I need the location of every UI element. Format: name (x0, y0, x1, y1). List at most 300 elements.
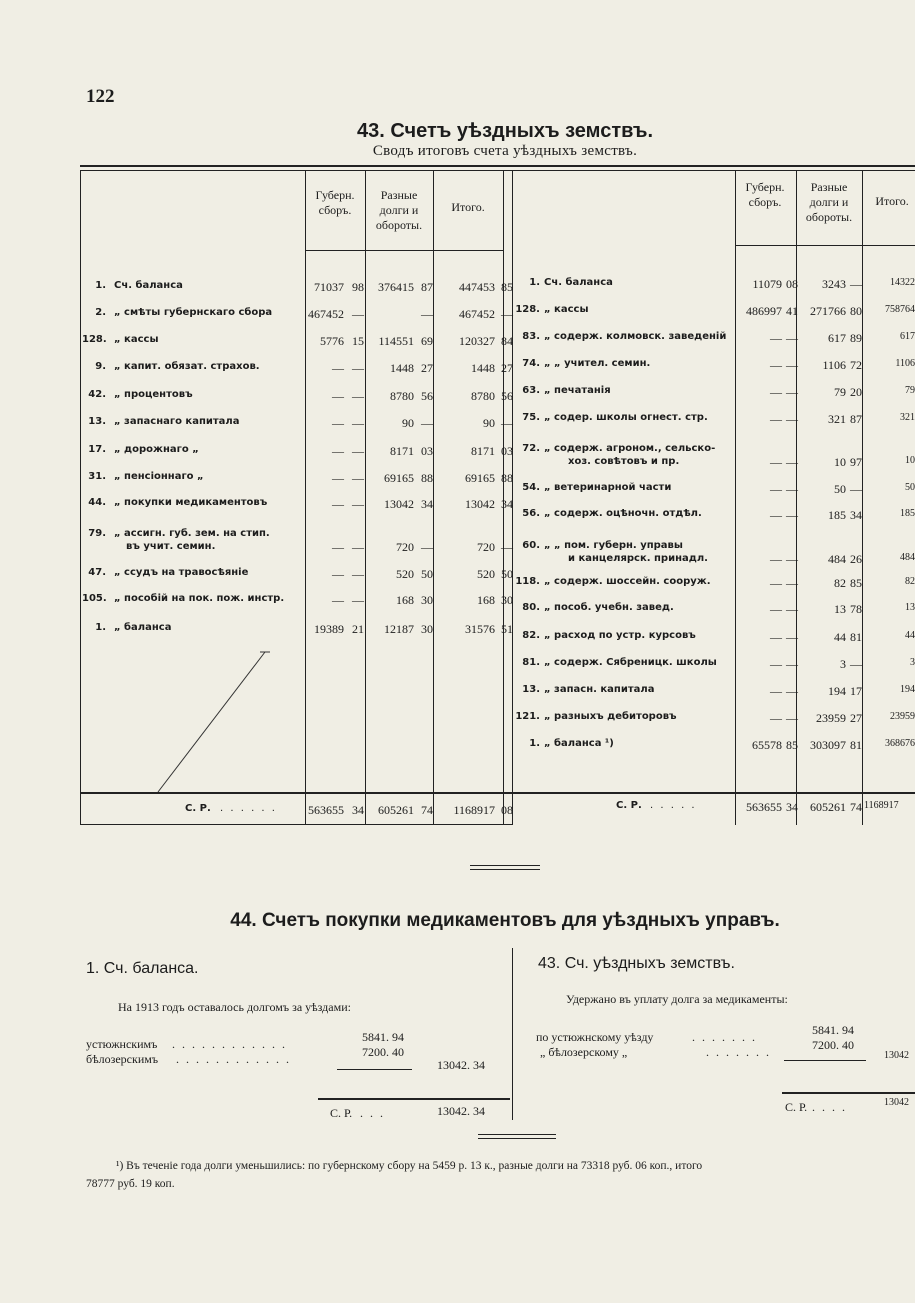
right-row-gk: — (786, 358, 798, 372)
left-table-row (80, 622, 515, 648)
right-total-g: 563655 (746, 800, 782, 814)
left-total-rule (318, 1098, 510, 1100)
right-row-label: „ ветеринарной части (544, 482, 672, 493)
left-row-t: 13042 (465, 497, 495, 511)
right-row-g: — (770, 455, 782, 469)
left-row-t: 90 (483, 416, 495, 430)
left-subtotal-rule (337, 1069, 412, 1070)
left-row-tk: — (501, 416, 513, 430)
right-line1-value: 5841. 94 (812, 1023, 854, 1037)
right-row-rk: — (850, 482, 862, 496)
right-table-row (512, 443, 915, 469)
left-row-gk: 98 (352, 280, 364, 294)
left-table-row (80, 471, 515, 497)
right-row-g: — (770, 358, 782, 372)
left-row-gk: — (352, 444, 364, 458)
right-row-r: 10 (834, 455, 846, 469)
left-44-total-label: С. Р. (330, 1106, 353, 1120)
left-table-row (80, 593, 515, 619)
right-row-t: 194 (900, 684, 915, 695)
right-row-t: 321 (900, 412, 915, 423)
right-total-r: 605261 (810, 800, 846, 814)
left-row-tk: 84 (501, 334, 513, 348)
left-row-gk: — (352, 307, 364, 321)
left-row-g: 71037 (314, 280, 344, 294)
right-row-no: 1. (529, 277, 540, 288)
left-row-g: — (332, 389, 344, 403)
left-row-label: „ дорожнаго „ (114, 444, 199, 455)
right-row-g: — (770, 684, 782, 698)
left-row-g: 467452 (308, 307, 344, 321)
right-line1-label: по устюжнскому уѣзду (536, 1030, 654, 1044)
right-row-label: „ содерж. оцѣночн. отдѣл. (544, 508, 702, 519)
right-table-row (512, 508, 915, 534)
right-row-r: 3 (840, 657, 846, 671)
right-row-t: 758764 (885, 304, 915, 315)
right-row-g: — (770, 385, 782, 399)
section-44-right-intro: Удержано въ уплату долга за медикаменты: (566, 992, 788, 1006)
right-row-label: „ запасн. капитала (544, 684, 655, 695)
left-row-r: 1448 (390, 361, 414, 375)
right-row-rk: 81 (850, 738, 862, 752)
right-row-gk: — (786, 576, 798, 590)
left-row-t: 8171 (471, 444, 495, 458)
footnote-line-1: ¹) Въ теченіе года долги уменьшились: по губернскому сбору на 5459 р. 13 к., разные долги на 73318 руб. 06 коп., итого (116, 1160, 703, 1172)
left-row-t: 520 (477, 567, 495, 581)
right-row-t: 484 (900, 552, 915, 563)
left-row-no: 31. (88, 471, 106, 482)
page-number: 122 (86, 86, 115, 107)
right-row-no: 75. (522, 412, 540, 423)
right-row-gk: — (786, 331, 798, 345)
left-row-rk: — (421, 416, 433, 430)
right-row-label: „ содерж. Сябреницк. школы (544, 657, 717, 668)
right-row-t: 617 (900, 331, 915, 342)
right-row-rk: 17 (850, 684, 862, 698)
table-top-rule (80, 165, 915, 167)
right-row-g: — (770, 331, 782, 345)
right-row-gk: — (786, 684, 798, 698)
left-row-t: 69165 (465, 471, 495, 485)
right-row-label: „ разныхъ дебиторовъ (544, 711, 677, 722)
left-row-no: 105. (82, 593, 107, 604)
right-row-label: „ „ учител. семин. (544, 358, 651, 369)
right-row-no: 74. (522, 358, 540, 369)
left-row-tk: 51 (501, 622, 513, 636)
left-line2-value: 7200. 40 (362, 1045, 404, 1059)
left-row-rk: 88 (421, 471, 433, 485)
right-row-g: — (770, 412, 782, 426)
right-subtotal-rule (784, 1060, 866, 1061)
left-row-gk: — (352, 361, 364, 375)
right-row-t: 23959 (890, 711, 915, 722)
left-row-g: — (332, 540, 344, 554)
right-row-t: 368676 (885, 738, 915, 749)
left-row-r: 168 (396, 593, 414, 607)
section-44-title: 44. Счетъ покупки медикаментовъ для уѣздныхъ управъ. (230, 910, 780, 931)
left-row-t: 1448 (471, 361, 495, 375)
right-row-t: 44 (905, 630, 915, 641)
right-row-no: 63. (522, 385, 540, 396)
right-row-label: Сч. баланса (544, 277, 613, 288)
right-row-r: 79 (834, 385, 846, 399)
left-line1-value: 5841. 94 (362, 1030, 404, 1044)
left-row-gk: — (352, 497, 364, 511)
left-table-row (80, 361, 515, 387)
separator-1b (470, 869, 540, 870)
left-table-row (80, 497, 515, 523)
right-row-no: 83. (522, 331, 540, 342)
left-row-label2: въ учит. семин. (126, 541, 216, 552)
right-header-rule (735, 245, 915, 246)
right-row-label: „ содерж. агроном., сельско- (544, 443, 716, 454)
right-row-no: 82. (522, 630, 540, 641)
right-row-rk: 26 (850, 552, 862, 566)
right-row-gk: 08 (786, 277, 798, 291)
left-row-no: 128. (82, 334, 107, 345)
right-table-row (512, 331, 915, 357)
footnote-line-2: 78777 руб. 19 коп. (86, 1178, 175, 1190)
left-row-t: 168 (477, 593, 495, 607)
right-row-g: — (770, 552, 782, 566)
left-table-row (80, 280, 515, 306)
right-row-g: 486997 (746, 304, 782, 318)
left-row-tk: 85 (501, 280, 513, 294)
left-table-row (80, 307, 515, 333)
right-row-rk: 85 (850, 576, 862, 590)
right-row-rk: 97 (850, 455, 862, 469)
section-43-subtitle: Сводъ итоговъ счета уѣздныхъ земствъ. (372, 143, 638, 159)
left-row-rk: 34 (421, 497, 433, 511)
left-row-r: 8171 (390, 444, 414, 458)
left-row-t: 8780 (471, 389, 495, 403)
right-row-no: 56. (522, 508, 540, 519)
right-row-r: 82 (834, 576, 846, 590)
left-row-label: „ кассы (114, 334, 159, 345)
right-table-row (512, 482, 915, 508)
left-table-row (80, 567, 515, 593)
left-total-label: С. Р. (185, 803, 211, 814)
left-row-gk: — (352, 389, 364, 403)
left-total-t: 1168917 (453, 803, 495, 817)
right-row-t: 10 (905, 455, 915, 466)
left-row-g: — (332, 497, 344, 511)
right-row-gk: — (786, 385, 798, 399)
right-row-t: 82 (905, 576, 915, 587)
left-row-tk: — (501, 307, 513, 321)
right-row-r: 23959 (816, 711, 846, 725)
left-row-gk: 21 (352, 622, 364, 636)
left-subtotal: 13042. 34 (437, 1058, 485, 1072)
left-row-g: — (332, 416, 344, 430)
left-table-row (80, 528, 515, 554)
left-row-no: 79. (88, 528, 106, 539)
right-row-label: „ содер. школы огнест. стр. (544, 412, 708, 423)
left-row-no: 9. (95, 361, 106, 372)
right-row-label: „ „ пом. губерн. управы (544, 540, 683, 551)
right-table-row (512, 540, 915, 566)
left-row-rk: 27 (421, 361, 433, 375)
left-row-rk: 56 (421, 389, 433, 403)
right-line2-value: 7200. 40 (812, 1038, 854, 1052)
left-total-gk: 34 (352, 803, 364, 817)
left-row-t: 720 (477, 540, 495, 554)
right-row-no: 1. (529, 738, 540, 749)
separator-2b (478, 1138, 556, 1139)
right-total-row: С. Р. . . . . . 563655 34 605261 74 1168917 (512, 800, 915, 826)
header-itogo-right: Итого. (875, 194, 909, 208)
right-row-label: „ содерж. колмовск. заведеній (544, 331, 727, 342)
right-row-gk: — (786, 602, 798, 616)
left-header-rule (305, 250, 503, 251)
right-row-no: 118. (515, 576, 540, 587)
left-row-no: 42. (88, 389, 106, 400)
right-row-no: 80. (522, 602, 540, 613)
left-row-g: — (332, 593, 344, 607)
right-table-row (512, 684, 915, 710)
right-row-r: 617 (828, 331, 846, 345)
left-row-no: 1. (95, 280, 106, 291)
right-table-row (512, 277, 915, 303)
right-row-gk: — (786, 711, 798, 725)
right-row-label: „ содерж. шоссейн. сооруж. (544, 576, 711, 587)
separator-1a (470, 865, 540, 866)
right-row-gk: 85 (786, 738, 798, 752)
left-total-row: С. Р. . . . . . . 563655 34 605261 74 1168917 08 (185, 803, 513, 817)
cancel-diagonal-line (120, 648, 270, 798)
right-row-rk: — (850, 657, 862, 671)
left-row-rk: 87 (421, 280, 433, 294)
right-row-rk: 27 (850, 711, 862, 725)
right-row-r: 13 (834, 602, 846, 616)
left-row-rk: 03 (421, 444, 433, 458)
right-row-gk: — (786, 657, 798, 671)
right-row-rk: 81 (850, 630, 862, 644)
left-row-g: — (332, 471, 344, 485)
left-row-rk: 50 (421, 567, 433, 581)
left-total-rk: 74 (421, 803, 433, 817)
left-row-gk: 15 (352, 334, 364, 348)
left-row-g: — (332, 361, 344, 375)
left-row-g: — (332, 567, 344, 581)
left-row-gk: — (352, 416, 364, 430)
right-row-label: „ печатанія (544, 385, 611, 396)
left-row-label: „ ссудъ на травосѣяніе (114, 567, 249, 578)
left-table-row (80, 389, 515, 415)
left-row-t: 467452 (459, 307, 495, 321)
right-table-row (512, 358, 915, 384)
right-row-no: 128. (515, 304, 540, 315)
section-44-left-intro: На 1913 годъ оставалось долгомъ за уѣздами: (118, 1000, 351, 1014)
right-row-g: — (770, 711, 782, 725)
left-row-label: „ запаснаго капитала (114, 416, 240, 427)
left-total-tk: 08 (501, 803, 513, 817)
right-row-gk: — (786, 412, 798, 426)
right-table-row (512, 630, 915, 656)
left-row-r: 114551 (378, 334, 414, 348)
left-row-gk: — (352, 540, 364, 554)
left-row-no: 47. (88, 567, 106, 578)
left-row-label: „ ассигн. губ. зем. на стип. (114, 528, 270, 539)
left-row-rk: — (421, 540, 433, 554)
right-row-g: — (770, 657, 782, 671)
left-row-tk: 50 (501, 567, 513, 581)
left-row-g: 5776 (320, 334, 344, 348)
left-row-rk: — (421, 307, 433, 321)
section-44-left-heading: 1. Сч. баланса. (86, 960, 199, 977)
right-row-r: 50 (834, 482, 846, 496)
left-row-tk: 30 (501, 593, 513, 607)
right-subtotal: 13042 (884, 1050, 909, 1061)
right-row-no: 81. (522, 657, 540, 668)
right-row-r: 271766 (810, 304, 846, 318)
right-row-no: 13. (522, 684, 540, 695)
right-row-no: 60. (522, 540, 540, 551)
left-row-tk: — (501, 540, 513, 554)
left-row-rk: 69 (421, 334, 433, 348)
right-row-t: 185 (900, 508, 915, 519)
header-itogo-left: Итого. (451, 200, 485, 214)
right-row-rk: — (850, 277, 862, 291)
separator-2a (478, 1134, 556, 1135)
left-table-row (80, 334, 515, 360)
right-row-g: — (770, 630, 782, 644)
right-row-t: 50 (905, 482, 915, 493)
right-line2-label: „ бѣлозерскому „ (540, 1045, 628, 1059)
right-row-rk: 20 (850, 385, 862, 399)
left-row-tk: 03 (501, 444, 513, 458)
left-row-tk: 88 (501, 471, 513, 485)
left-row-no: 1. (95, 622, 106, 633)
right-row-label: „ пособ. учебн. завед. (544, 602, 674, 613)
right-row-rk: 34 (850, 508, 862, 522)
right-row-r: 303097 (810, 738, 846, 752)
right-total-rule (782, 1092, 915, 1094)
left-row-r: 13042 (384, 497, 414, 511)
left-row-gk: — (352, 471, 364, 485)
left-row-label: „ пособій на пок. пож. инстр. (114, 593, 285, 604)
header-raznye-dolgi-left: Разные долги и обороты. (375, 188, 423, 232)
left-row-label: „ процентовъ (114, 389, 193, 400)
right-row-g: — (770, 576, 782, 590)
left-row-no: 17. (88, 444, 106, 455)
right-row-rk: 78 (850, 602, 862, 616)
left-row-tk: 27 (501, 361, 513, 375)
left-row-label: Сч. баланса (114, 280, 183, 291)
right-row-no: 72. (522, 443, 540, 454)
right-table-row (512, 602, 915, 628)
left-row-rk: 30 (421, 622, 433, 636)
left-total-r: 605261 (378, 803, 414, 817)
left-row-gk: — (352, 567, 364, 581)
right-table-row (512, 412, 915, 438)
section-43-title: 43. Счетъ уѣздныхъ земствъ. (356, 120, 654, 142)
right-row-gk: — (786, 630, 798, 644)
right-row-label: „ баланса ¹) (544, 738, 614, 749)
left-row-rk: 30 (421, 593, 433, 607)
header-raznye-dolgi-right: Разные долги и обороты. (805, 180, 853, 224)
left-44-total-value: 13042. 34 (437, 1104, 485, 1118)
left-row-r: 520 (396, 567, 414, 581)
right-row-t: 13 (905, 602, 915, 613)
left-row-g: — (332, 444, 344, 458)
right-row-g: 11079 (752, 277, 782, 291)
right-total-t: 1168917 (864, 800, 899, 811)
right-row-no: 54. (522, 482, 540, 493)
right-table-row (512, 711, 915, 737)
right-row-g: 65578 (752, 738, 782, 752)
right-table-row (512, 576, 915, 602)
right-row-rk: 87 (850, 412, 862, 426)
left-row-tk: 56 (501, 389, 513, 403)
header-gubern-sbor-right: Губерн. сборъ. (745, 180, 785, 209)
left-row-label: „ пенсіоннаго „ (114, 471, 204, 482)
left-row-r: 69165 (384, 471, 414, 485)
left-table-row (80, 416, 515, 442)
table-top-rule-2 (80, 170, 915, 171)
left-row-no: 13. (88, 416, 106, 427)
right-row-gk: — (786, 552, 798, 566)
left-line2-label: бѣлозерскимъ (86, 1052, 159, 1066)
right-44-total-value: 13042 (884, 1097, 909, 1108)
right-row-label2: хоз. совѣтовъ и пр. (568, 456, 680, 467)
section-44-right-heading: 43. Сч. уѣздныхъ земствъ. (538, 955, 735, 972)
left-row-label: „ смѣты губернскаго сбора (114, 307, 273, 318)
right-row-g: — (770, 482, 782, 496)
right-44-total-label: С. Р. (785, 1100, 808, 1114)
left-row-r: 376415 (378, 280, 414, 294)
right-table-row (512, 304, 915, 330)
right-row-g: — (770, 602, 782, 616)
right-total-rk: 74 (850, 800, 862, 814)
right-row-r: 1106 (822, 358, 846, 372)
right-row-r: 321 (828, 412, 846, 426)
right-row-label: „ кассы (544, 304, 589, 315)
left-row-t: 120327 (459, 334, 495, 348)
left-row-r: 720 (396, 540, 414, 554)
right-row-rk: 72 (850, 358, 862, 372)
right-row-label: „ расход по устр. курсовъ (544, 630, 696, 641)
left-row-label: „ покупки медикаментовъ (114, 497, 268, 508)
right-row-gk: — (786, 455, 798, 469)
right-row-gk: 41 (786, 304, 798, 318)
left-table-row (80, 444, 515, 470)
left-row-label: „ капит. обязат. страхов. (114, 361, 260, 372)
right-row-gk: — (786, 508, 798, 522)
right-row-t: 3 (910, 657, 915, 668)
right-total-label: С. Р. (616, 800, 642, 811)
right-table-row (512, 738, 915, 764)
right-table-row (512, 385, 915, 411)
left-row-g: 19389 (314, 622, 344, 636)
left-row-t: 447453 (459, 280, 495, 294)
right-row-no: 121. (515, 711, 540, 722)
right-table-row (512, 657, 915, 683)
right-row-label2: и канцелярск. принадл. (568, 553, 708, 564)
right-row-t: 1106 (895, 358, 915, 369)
left-row-no: 2. (95, 307, 106, 318)
left-row-gk: — (352, 593, 364, 607)
right-row-r: 185 (828, 508, 846, 522)
right-row-t: 14322 (890, 277, 915, 288)
left-row-tk: 34 (501, 497, 513, 511)
left-row-r: 8780 (390, 389, 414, 403)
right-total-gk: 34 (786, 800, 798, 814)
header-gubern-sbor-left: Губерн. сборъ. (315, 188, 355, 217)
right-row-r: 194 (828, 684, 846, 698)
left-line1-label: устюжнскимъ (86, 1037, 158, 1051)
right-row-r: 44 (834, 630, 846, 644)
